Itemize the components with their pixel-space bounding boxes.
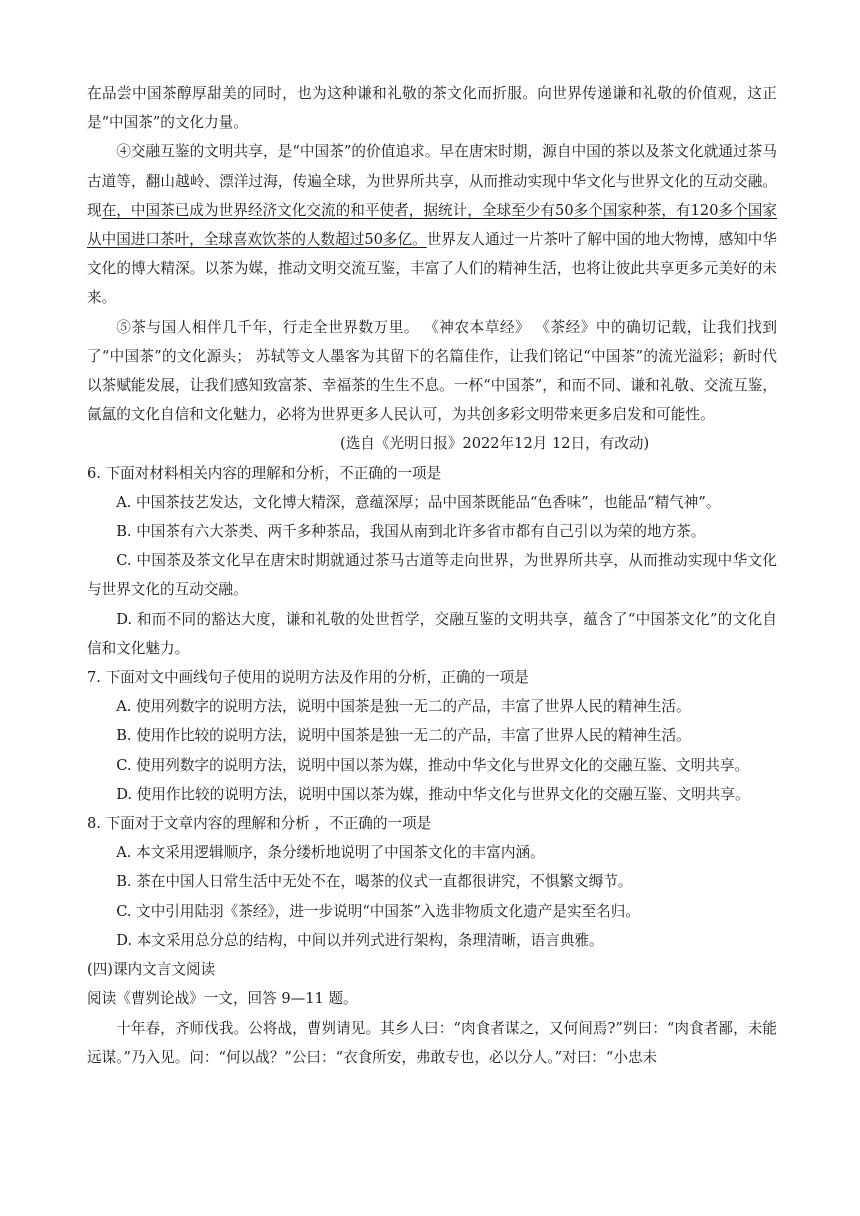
question-6-option-a: A. 中国茶技艺发达，文化博大精深，意蕴深厚；品中国茶既能品“色香味”，也能品“精气神”。 [116, 493, 721, 511]
paragraph-4-start: ④交融互鉴的文明共享，是“中国茶”的价值追求。早在唐宋时期，源自中国的茶以及茶文化就通过茶马古道等，翻山越岭、漂洋过海，传遍全球，为世界所共享，从而推动实现中华文化与世界文化的互动交融。现 [87, 143, 777, 219]
question-6-stem: 6. 下面对材料相关内容的理解和分析，不正确的一项是 [87, 464, 442, 482]
passage-paragraph-4 [87, 137, 777, 312]
question-8-stem: 8. 下面对于文章内容的理解和分析 ，不正确的一项是 [87, 815, 432, 833]
question-6-option-b: B. 中国茶有六大茶类、两千多种茶品，我国从南到北许多省市都有自己引以为荣的地方茶。 [116, 523, 706, 541]
question-8-option-b: B. 茶在中国人日常生活中无处不在，喝茶的仪式一直都很讲究，不惧繁文缛节。 [116, 873, 633, 891]
exam-page [87, 79, 777, 1072]
question-8-option-c: C. 文中引用陆羽《茶经》，进一步说明“中国茶”入选非物质文化遗产是实至名归。 [116, 902, 640, 920]
paragraph-4-end: 世界友人通过一片茶叶了解中国的地大物博，感知中华文化的博大精深。以茶为媒，推动文明交流互鉴，丰富了人们的精神生活，也将让彼此共享更多元美好的未来。 [87, 231, 777, 307]
question-7-option-d: D. 使用作比较的说明方法，说明中国以茶为媒，推动中华文化与世界文化的交融互鉴、文明共享。 [116, 785, 750, 803]
passage-paragraph-3-tail: 在品尝中国茶醇厚甜美的同时，也为这种谦和礼敬的茶文化而折服。向世界传递谦和礼敬的价值观，这正是“中国茶”的文化力量。 [87, 85, 777, 132]
question-8-option-d: D. 本文采用总分总的结构，中间以并列式进行架构，条理清晰，语言典雅。 [116, 931, 604, 949]
question-7-option-b: B. 使用作比较的说明方法，说明中国茶是独一无二的产品，丰富了世界人民的精神生活。 [116, 727, 691, 745]
question-6-option-d: D. 和而不同的豁达大度，谦和礼敬的处世哲学，交融互鉴的文明共享，蕴含了“中国茶文化”的文化自信和文化魅力。 [87, 610, 777, 657]
source-citation: (选自《光明日报》2022年12月 12日，有改动) [340, 435, 650, 453]
section-4-instruction: 阅读《曹刿论战》一文，回答 9—11 题。 [87, 990, 358, 1008]
classical-text: 十年春，齐师伐我。公将战，曹刿请见。其乡人曰：“肉食者谋之，又何间焉?”刿曰：“肉食者鄙，未能远谋。”乃入见。问：“何以战？”公曰：“衣食所安，弗敢专也，必以分人。”对曰：“小忠未 [87, 1019, 777, 1066]
underlined-sentence: 在，中国茶已成为世界经济文化交流的和平使者，据统计，全球至少有50多个国家种茶，有120多个国家从中国进口茶叶，全球喜欢饮茶的人数超过50多亿。 [87, 201, 777, 249]
section-4-heading: (四)课内文言文阅读 [87, 961, 216, 979]
question-8-option-a: A. 本文采用逻辑顺序，条分缕析地说明了中国茶文化的丰富内涵。 [116, 844, 545, 862]
passage-paragraph-5: ⑤茶与国人相伴几千年，行走全世界数万里。 《神农本草经》 《茶经》中的确切记载，让我们找到了“中国茶”的文化源头； 苏轼等文人墨客为其留下的名篇佳作，让我们铭记“中国茶”的流光溢彩；新时代以茶赋能发展，让我们感知致富茶、幸福茶的生生不息。一杯“中国茶”，和而不同、谦和礼敬、交流互鉴，氤氲的文化自信和文化魅力，必将为世界更多人民认可，为共创多彩文明带来更多启发和可能性。 [87, 318, 777, 424]
question-7-stem: 7. 下面对文中画线句子使用的说明方法及作用的分析，正确的一项是 [87, 669, 529, 687]
question-6-option-c: C. 中国茶及茶文化早在唐宋时期就通过茶马古道等走向世界，为世界所共享，从而推动实现中华文化与世界文化的互动交融。 [87, 552, 777, 599]
question-7-option-a: A. 使用列数字的说明方法，说明中国茶是独一无二的产品，丰富了世界人民的精神生活。 [116, 698, 691, 716]
question-7-option-c: C. 使用列数字的说明方法，说明中国以茶为媒，推动中华文化与世界文化的交融互鉴、文明共享。 [116, 756, 750, 774]
